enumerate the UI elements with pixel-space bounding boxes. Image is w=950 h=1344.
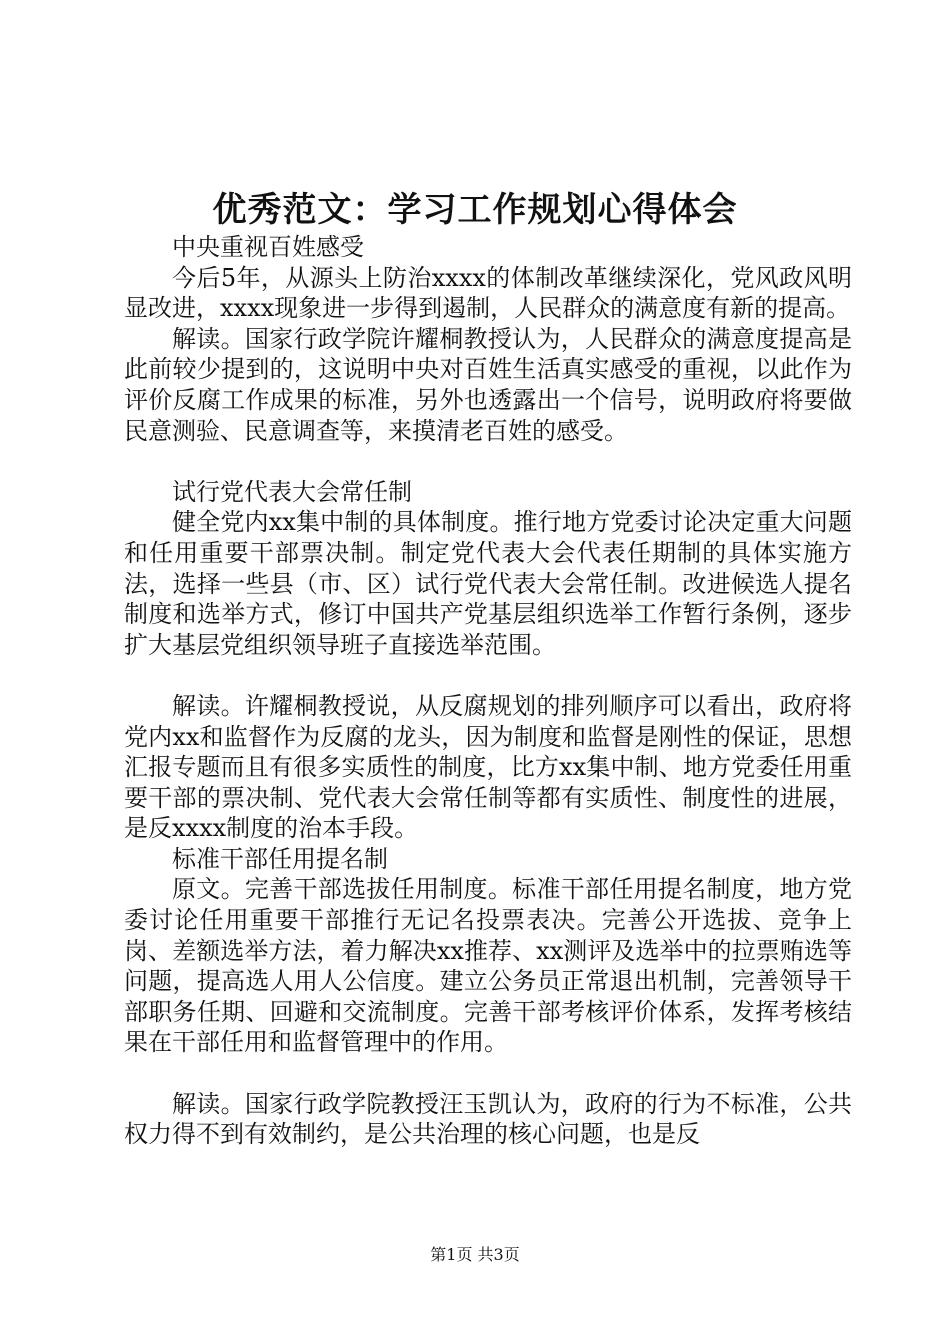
document-body: [124, 232, 852, 1150]
paragraph-original-cadre-selection: 原文。完善干部选拔任用制度。标准干部任用提名制度，地方党委讨论任用重要干部推行无记名投票表决。完善公开选拔、竞争上岗、差额选举方法，着力解决xx推荐、xx测评及选举中的拉票贿选等问题，提高选人用人公信度。建立公务员正常退出机制，完善领导干部职务任期、回避和交流制度。完善干部考核评价体系，发挥考核结果在干部任用和监督管理中的作用。: [124, 875, 852, 1057]
document-title: 优秀范文：学习工作规划心得体会: [212, 190, 738, 230]
page-footer: 第1页 共3页: [430, 1245, 520, 1264]
paragraph-interpretation-governance: 解读。国家行政学院教授汪玉凯认为，政府的行为不标准，公共权力得不到有效制约，是公共治理的核心问题，也是反: [124, 1089, 852, 1149]
paragraph-spacer: [124, 1058, 852, 1089]
paragraph-five-year-goal: 今后5年，从源头上防治xxxx的体制改革继续深化，党风政风明显改进，xxxx现象进一步得到遏制，人民群众的满意度有新的提高。: [124, 263, 852, 323]
paragraph-interpretation-supervision: 解读。许耀桐教授说，从反腐规划的排列顺序可以看出，政府将党内xx和监督作为反腐的龙头，因为制度和监督是刚性的保证，思想汇报专题而且有很多实质性的制度，比方xx集中制、地方党委任用重要干部的票决制、党代表大会常任制等都有实质性、制度性的进展，是反xxxx制度的治本手段。: [124, 691, 852, 843]
paragraph-spacer: [124, 446, 852, 477]
paragraph-inner-party-system: 健全党内xx集中制的具体制度。推行地方党委讨论决定重大问题和任用重要干部票决制。制定党代表大会代表任期制的具体实施方法，选择一些县（市、区）试行党代表大会常任制。改进候选人提名制度和选举方式，修订中国共产党基层组织选举工作暂行条例，逐步扩大基层党组织领导班子直接选举范围。: [124, 508, 852, 659]
section-heading-public-feelings: 中央重视百姓感受: [172, 233, 364, 261]
paragraph-interpretation-satisfaction: 解读。国家行政学院许耀桐教授认为，人民群众的满意度提高是此前较少提到的，这说明中央对百姓生活真实感受的重视，以此作为评价反腐工作成果的标准，另外也透露出一个信号，说明政府将要做民意测验、民意调查等，来摸清老百姓的感受。: [124, 324, 852, 445]
section-heading-party-congress: 试行党代表大会常任制: [172, 477, 412, 506]
paragraph-spacer: [124, 660, 852, 691]
section-heading-cadre-nomination: 标准干部任用提名制: [172, 844, 388, 873]
